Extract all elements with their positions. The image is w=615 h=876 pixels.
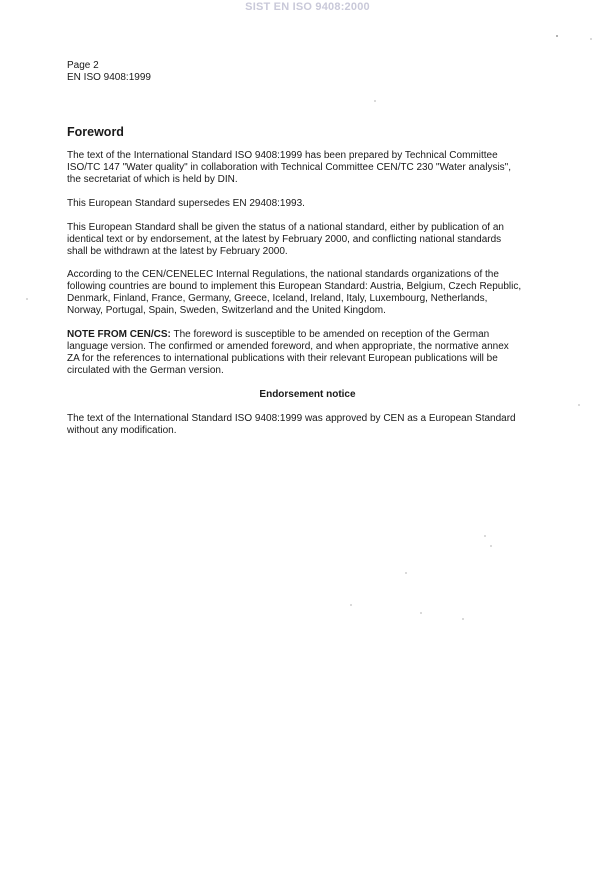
paragraph-line: shall be withdrawn at the latest by February 2000. — [67, 246, 288, 257]
paragraph-line: circulated with the German version. — [67, 365, 224, 376]
standard-reference: EN ISO 9408:1999 — [67, 72, 151, 83]
note-label: NOTE FROM CEN/CS: — [67, 329, 171, 340]
paragraph-line: Denmark, Finland, France, Germany, Greece, Iceland, Ireland, Italy, Luxembourg, Netherlands, — [67, 293, 488, 304]
paragraph-line: According to the CEN/CENELEC Internal Regulations, the national standards organizations of the — [67, 269, 499, 280]
scan-speck — [405, 572, 407, 574]
paragraph-line: This European Standard supersedes EN 29408:1993. — [67, 198, 305, 209]
scan-speck — [484, 535, 486, 537]
paragraph-line: ZA for the references to international publications with their relevant European publications will be — [67, 353, 498, 364]
note-from-cen-cs — [67, 329, 555, 377]
scan-speck — [590, 38, 592, 40]
scan-speck — [350, 604, 352, 606]
note-first-line — [67, 329, 555, 341]
scan-speck — [462, 618, 464, 620]
foreword-paragraph-countries — [67, 269, 555, 317]
paragraph-line: identical text or by endorsement, at the latest by February 2000, and conflicting national standards — [67, 234, 502, 245]
paragraph-line: The text of the International Standard ISO 9408:1999 has been prepared by Technical Committee — [67, 150, 498, 161]
paragraph-line: ISO/TC 147 "Water quality" in collaboration with Technical Committee CEN/TC 230 "Water analysis", — [67, 162, 511, 173]
paragraph-line: Norway, Portugal, Spain, Sweden, Switzerland and the United Kingdom. — [67, 305, 386, 316]
scan-speck — [374, 100, 376, 102]
scan-speck — [420, 612, 422, 614]
page-number: Page 2 — [67, 60, 99, 71]
foreword-paragraph-preparation — [67, 150, 555, 186]
foreword-paragraph-supersedes — [67, 198, 555, 210]
paragraph-line: without any modification. — [67, 425, 177, 436]
endorsement-heading: Endorsement notice — [259, 389, 356, 400]
watermark: SIST EN ISO 9408:2000 — [245, 1, 370, 13]
paragraph-line: The text of the International Standard ISO 9408:1999 was approved by CEN as a European Standard — [67, 413, 516, 424]
endorsement-paragraph — [67, 413, 555, 437]
paragraph-line: the secretariat of which is held by DIN. — [67, 174, 238, 185]
scan-speck — [490, 545, 492, 547]
page-header — [67, 60, 151, 84]
scan-speck — [556, 35, 558, 37]
paragraph-line: This European Standard shall be given the status of a national standard, either by publication of an — [67, 222, 504, 233]
foreword-heading: Foreword — [67, 125, 124, 139]
note-first-line-text: The foreword is susceptible to be amended on reception of the German — [170, 329, 490, 340]
paragraph-line: language version. The confirmed or amended foreword, and when appropriate, the normative annex — [67, 341, 509, 352]
scan-speck — [26, 298, 28, 300]
paragraph-line: following countries are bound to implement this European Standard: Austria, Belgium, Czech Republic, — [67, 281, 522, 292]
foreword-paragraph-status — [67, 222, 555, 258]
scan-speck — [578, 404, 580, 406]
